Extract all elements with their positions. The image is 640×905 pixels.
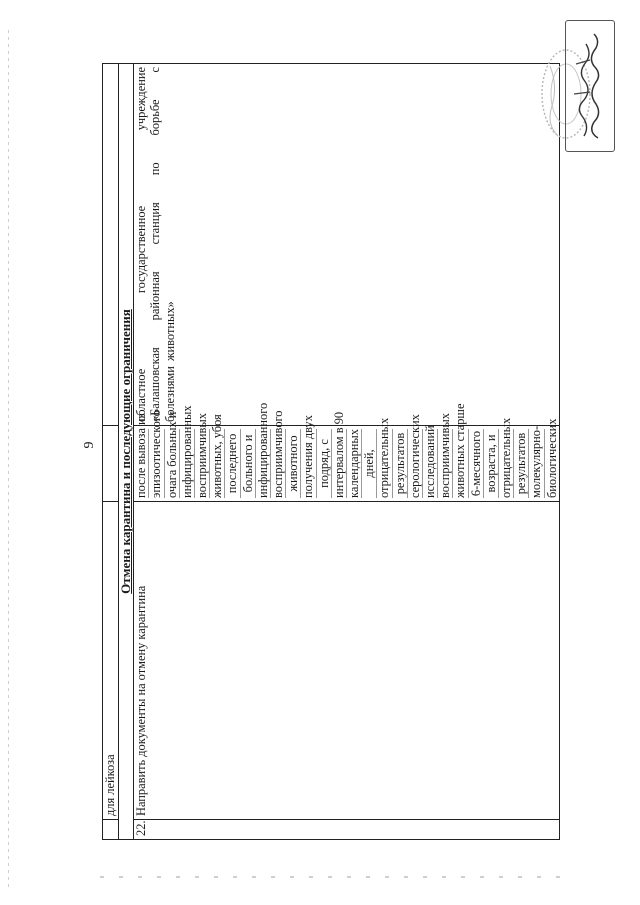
term-line: восприимчивых: [195, 413, 210, 498]
term-line: больного и: [241, 429, 256, 498]
term-line: инфицированного: [255, 402, 270, 498]
term-line: восприимчивого: [271, 410, 286, 498]
scan-edge: [8, 30, 9, 890]
term-line: интервалом в 90: [331, 411, 346, 498]
term-line: серологических: [407, 414, 422, 498]
rotated-page: [80, 50, 620, 840]
term-line: дней,: [362, 429, 377, 498]
term-line: результатов: [393, 429, 408, 498]
executor-line: болезнями животных»: [162, 301, 177, 422]
term-line: после вывоза из: [134, 413, 149, 498]
term-line: эпизоотического: [149, 410, 164, 498]
section-caption: Отмена карантина и последующие ограничения: [119, 64, 134, 840]
measures-table: [102, 63, 560, 840]
table-row: [134, 64, 560, 840]
term-line: восприимчивых: [438, 413, 453, 498]
row-executor: [134, 64, 560, 426]
row-number: 22.: [134, 820, 560, 840]
table-caption-row: [119, 64, 134, 840]
scan-noise: [100, 876, 570, 878]
term-line: животных старше: [453, 403, 468, 498]
term-line: календарных: [347, 429, 362, 498]
term-line: отрицательных: [377, 417, 392, 498]
term-line: инфицированных: [179, 405, 194, 498]
term-line: возраста, и: [484, 429, 499, 498]
term-line: молекулярно-: [529, 425, 544, 498]
term-line: биологических: [544, 418, 559, 498]
row-term: [134, 402, 560, 502]
term-line: 6-месячного: [468, 430, 483, 497]
handwritten-signature: [566, 24, 612, 148]
term-line: очага больных и: [164, 411, 179, 498]
top-row-label: для лейкоза: [103, 502, 119, 820]
term-line: последнего: [225, 429, 240, 498]
row-action: Направить документы на отмену карантина: [134, 502, 560, 820]
term-line: животного: [286, 429, 301, 498]
term-line: отрицательных: [499, 417, 514, 498]
term-line: подряд, с: [317, 429, 332, 498]
executor-line: областное государственное учреждение: [134, 67, 149, 422]
term-line: получения двух: [301, 415, 316, 498]
term-line: результатов: [514, 429, 529, 498]
executor-line: «Балашовская районная станция по борьбе с: [148, 67, 163, 422]
page-number: 9: [82, 441, 97, 449]
term-line: животных, убоя: [210, 414, 225, 498]
term-line: исследований: [423, 425, 438, 498]
table-top-row: [103, 64, 119, 840]
